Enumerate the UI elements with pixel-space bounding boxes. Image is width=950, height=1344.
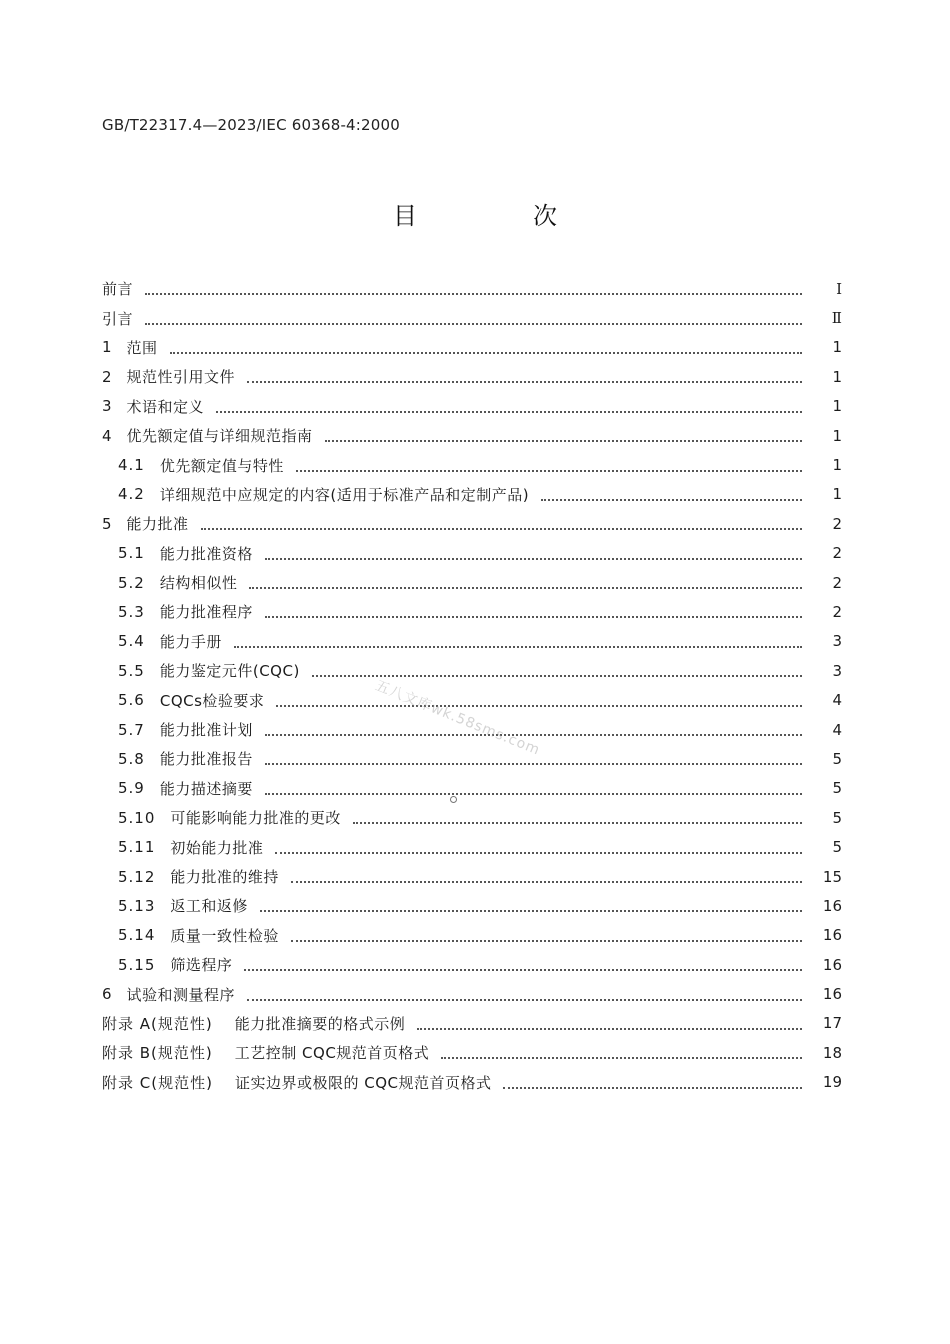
toc-entry-label: 返工和返修 [170, 897, 248, 916]
toc-entry-page-number: 3 [832, 632, 842, 651]
toc-entry-label: 可能影响能力批准的更改 [170, 809, 341, 828]
toc-entry-number: 4.2 [118, 485, 145, 504]
toc-entry[interactable] [102, 333, 842, 362]
toc-entry-label: 能力批准程序 [159, 603, 253, 622]
toc-entry[interactable] [102, 509, 842, 538]
toc-entry[interactable] [102, 450, 842, 479]
toc-entry-label: 优先额定值与详细规范指南 [126, 427, 313, 446]
toc-entry-page-number: 2 [832, 544, 842, 563]
toc-leader-dots [265, 733, 802, 736]
toc-entry-label: 范围 [126, 338, 158, 357]
toc-entry[interactable] [102, 950, 842, 979]
toc-entry-number: 4.1 [118, 456, 145, 475]
toc-entry-page-number: 16 [822, 955, 842, 974]
toc-leader-dots [145, 292, 802, 295]
toc-entry-page-number: 15 [822, 867, 842, 886]
toc-entry-page-number: 2 [832, 514, 842, 533]
toc-entry-label: 能力手册 [159, 632, 222, 651]
toc-entry[interactable] [102, 803, 842, 832]
toc-leader-dots [441, 1056, 802, 1059]
toc-leader-dots [247, 998, 802, 1001]
toc-entry-page-number: 5 [832, 749, 842, 768]
toc-entry-number: 5.6 [118, 691, 145, 710]
toc-leader-dots [325, 439, 802, 442]
toc-entry-page-number: 3 [832, 661, 842, 680]
toc-entry-number: 5.10 [118, 808, 156, 827]
toc-entry-page-number: 1 [832, 456, 842, 475]
toc-entry-page-number: 1 [832, 485, 842, 504]
toc-entry-page-number: 16 [822, 985, 842, 1004]
toc-leader-dots [296, 469, 802, 472]
watermark: 五八文库wk.58sms.com [372, 677, 543, 759]
toc-entry-number: 5.15 [118, 955, 156, 974]
toc-entry[interactable] [102, 303, 842, 332]
toc-entry-label: 能力批准报告 [159, 750, 253, 769]
toc-entry-page-number: 1 [832, 397, 842, 416]
toc-entry-number: 5 [102, 514, 113, 533]
toc-entry-page-number: 16 [822, 896, 842, 915]
toc-entry-label: 能力批准资格 [159, 544, 253, 563]
toc-entry-label: 优先额定值与特性 [159, 456, 284, 475]
toc-entry[interactable] [102, 539, 842, 568]
toc-entry-page-number: 4 [832, 720, 842, 739]
toc-entry-number: 2 [102, 367, 113, 386]
toc-entry-number: 5.8 [118, 749, 145, 768]
toc-entry-number: 5.13 [118, 896, 156, 915]
toc-entry-number: 1 [102, 338, 113, 357]
toc-entry-label: 规范性引用文件 [126, 368, 236, 387]
toc-entry[interactable] [102, 568, 842, 597]
toc-leader-dots [275, 851, 802, 854]
toc-entry-number: 3 [102, 397, 113, 416]
toc-entry-label: CQCs检验要求 [159, 691, 265, 710]
toc-leader-dots [265, 557, 802, 560]
stray-dot-mark [450, 796, 457, 803]
toc-entry[interactable] [102, 480, 842, 509]
toc-entry-page-number: Ⅱ [831, 309, 842, 328]
toc-entry-page-number: 2 [832, 602, 842, 621]
toc-entry-label: 详细规范中应规定的内容(适用于标准产品和定制产品) [159, 485, 530, 504]
toc-entry-number: 5.7 [118, 720, 145, 739]
toc-entry-label: 初始能力批准 [170, 838, 264, 857]
toc-entry-number: 5.4 [118, 632, 145, 651]
toc-entry-number: 5.9 [118, 779, 145, 798]
toc-entry-page-number: 1 [832, 367, 842, 386]
toc-leader-dots [291, 880, 802, 883]
toc-entry-label: 能力鉴定元件(CQC) [159, 662, 300, 681]
toc-entry-label: 结构相似性 [159, 574, 238, 593]
toc-leader-dots [541, 498, 802, 501]
toc-leader-dots [249, 586, 802, 589]
toc-leader-dots [353, 821, 802, 824]
toc-entry-label: 试验和测量程序 [126, 985, 236, 1004]
toc-entry-label: 能力描述摘要 [159, 779, 253, 798]
toc-entry[interactable] [102, 1009, 842, 1038]
toc-leader-dots [145, 322, 802, 325]
toc-entry-page-number: 4 [832, 691, 842, 710]
toc-entry-label: 能力批准摘要的格式示例 [234, 1014, 406, 1033]
toc-entry-number: 5.1 [118, 544, 145, 563]
toc-entry-label: 能力批准计划 [159, 721, 253, 740]
toc-entry-label: 证实边界或极限的 CQC规范首页格式 [234, 1073, 492, 1092]
toc-entry-label: 质量一致性检验 [170, 926, 279, 945]
toc-entry-label: 能力批准的维持 [170, 868, 279, 886]
standard-code: GB/T22317.4—2023/IEC 60368-4:2000 [102, 116, 401, 134]
toc-leader-dots [247, 380, 802, 383]
toc-leader-dots [216, 410, 802, 413]
toc-entry-label: 引言 [102, 309, 134, 328]
toc-entry-number: 5.2 [118, 573, 145, 592]
toc-entry-label: 筛选程序 [170, 956, 233, 975]
toc-leader-dots [265, 792, 802, 795]
toc-entry-page-number: 5 [832, 838, 842, 857]
toc-entry[interactable] [102, 862, 842, 891]
toc-entry-number: 附录 A(规范性) [102, 1014, 213, 1033]
toc-entry-page-number: 19 [822, 1073, 842, 1092]
toc-entry-page-number: Ⅰ [836, 279, 842, 298]
toc-entry[interactable] [102, 774, 842, 803]
toc-entry[interactable] [102, 832, 842, 861]
toc-entry[interactable] [102, 921, 842, 950]
toc-entry[interactable] [102, 1038, 842, 1067]
toc-entry-number: 附录 C(规范性) [102, 1073, 213, 1092]
toc-entry-number: 6 [102, 985, 113, 1004]
toc-entry-number: 5.11 [118, 838, 156, 857]
toc-entry-number: 5.12 [118, 867, 156, 886]
toc-entry-page-number: 16 [822, 926, 842, 945]
toc-entry-number: 附录 B(规范性) [102, 1044, 213, 1063]
toc-entry-label: 工艺控制 CQC规范首页格式 [234, 1044, 430, 1063]
table-of-contents [102, 274, 842, 1097]
toc-entry-page-number: 5 [832, 779, 842, 798]
toc-entry[interactable] [102, 392, 842, 421]
toc-entry-number: 5.5 [118, 661, 145, 680]
toc-entry-label: 术语和定义 [126, 397, 205, 416]
toc-entry[interactable] [102, 1068, 842, 1097]
toc-leader-dots [244, 968, 802, 971]
toc-entry-number: 5.14 [118, 926, 156, 945]
toc-entry[interactable] [102, 744, 842, 773]
toc-leader-dots [503, 1086, 802, 1089]
toc-leader-dots [201, 527, 802, 530]
toc-entry-page-number: 17 [822, 1014, 842, 1033]
toc-entry-page-number: 1 [832, 338, 842, 357]
toc-leader-dots [291, 939, 802, 942]
toc-entry[interactable] [102, 656, 842, 685]
toc-entry[interactable] [102, 362, 842, 391]
toc-leader-dots [417, 1027, 802, 1030]
toc-entry-label: 能力批准 [126, 515, 189, 534]
toc-entry[interactable] [102, 627, 842, 656]
toc-entry[interactable] [102, 597, 842, 626]
toc-entry-label: 前言 [102, 280, 134, 299]
toc-entry-number: 5.3 [118, 602, 145, 621]
toc-leader-dots [170, 351, 802, 354]
toc-entry-page-number: 5 [832, 808, 842, 827]
toc-leader-dots [265, 762, 802, 765]
toc-entry-page-number: 2 [832, 573, 842, 592]
toc-entry[interactable] [102, 421, 842, 450]
toc-leader-dots [234, 645, 802, 648]
toc-entry[interactable] [102, 891, 842, 920]
toc-entry-page-number: 1 [832, 426, 842, 445]
toc-leader-dots [276, 704, 802, 707]
page-title: 目 次 [393, 202, 603, 230]
toc-leader-dots [260, 909, 802, 912]
toc-entry[interactable] [102, 979, 842, 1008]
toc-entry-page-number: 18 [822, 1043, 842, 1062]
toc-entry-number: 4 [102, 426, 113, 445]
toc-entry[interactable] [102, 685, 842, 714]
toc-leader-dots [265, 615, 802, 618]
toc-entry[interactable] [102, 274, 842, 303]
